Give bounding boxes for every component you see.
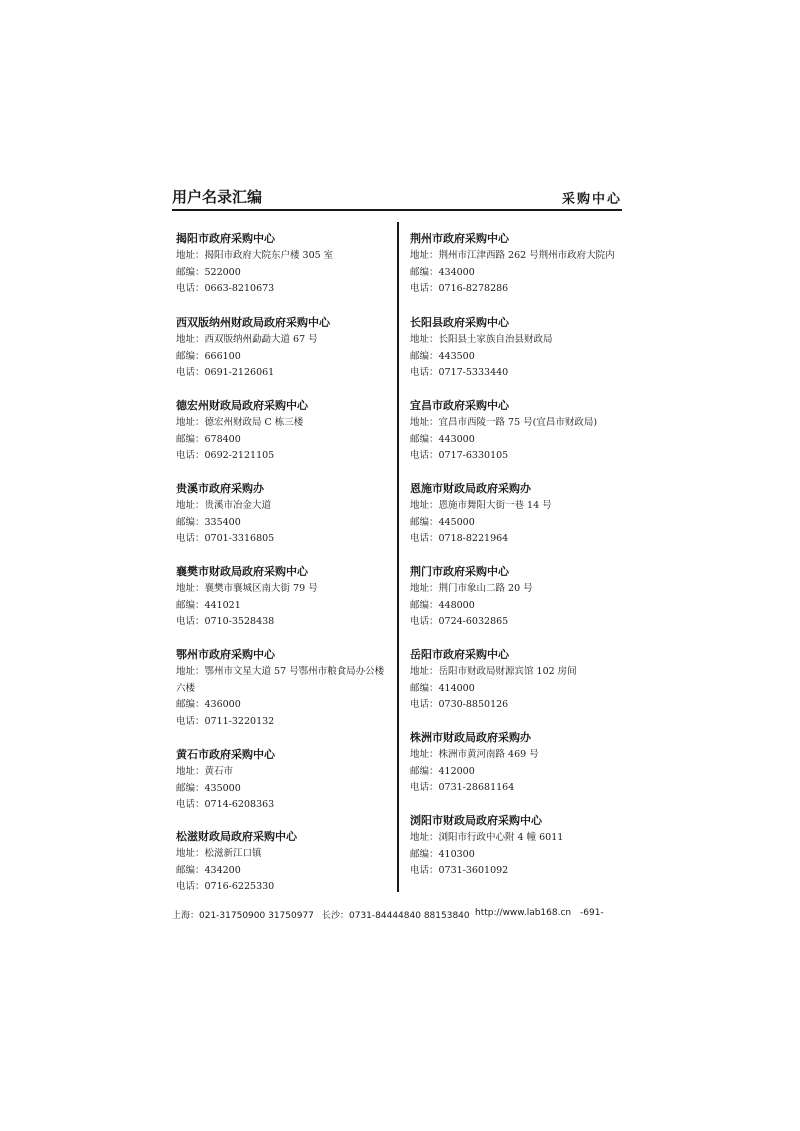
entry-postcode: 邮编：435000 xyxy=(176,782,241,794)
entry-address: 地址：荆州市江津西路 262 号荆州市政府大院内 xyxy=(410,250,615,261)
entry-postcode: 邮编：410300 xyxy=(410,848,475,860)
entry-name: 宜昌市政府采购中心 xyxy=(410,399,509,412)
directory-entry xyxy=(410,814,625,880)
entry-name: 黄石市政府采购中心 xyxy=(176,748,275,761)
directory-entry xyxy=(410,316,625,382)
directory-entry xyxy=(410,648,625,714)
entry-postcode: 邮编：443500 xyxy=(410,350,475,362)
column-divider xyxy=(397,222,399,892)
entry-name: 浏阳市财政局政府采购中心 xyxy=(410,814,542,827)
entry-phone: 电话：0692-2121105 xyxy=(176,450,275,462)
entry-address: 地址：岳阳市财政局财源宾馆 102 房间 xyxy=(410,666,577,677)
entry-phone: 电话：0730-8850126 xyxy=(410,699,509,711)
entry-name: 株洲市财政局政府采购办 xyxy=(410,731,531,744)
directory-entry xyxy=(176,482,391,548)
footer-website-link[interactable]: http://www.lab168.cn xyxy=(475,908,572,918)
entry-phone: 电话：0717-5333440 xyxy=(410,367,509,379)
directory-entry xyxy=(410,565,625,631)
directory-entry xyxy=(176,399,391,465)
entry-address: 地址：西双版纳州勐勐大道 67 号 xyxy=(176,334,318,345)
entry-address: 地址：揭阳市政府大院东户楼 305 室 xyxy=(176,250,334,261)
entry-phone: 电话：0731-28681164 xyxy=(410,782,515,794)
entry-postcode: 邮编：445000 xyxy=(410,516,475,528)
entry-phone: 电话：0711-3220132 xyxy=(176,715,275,727)
directory-entry xyxy=(176,316,391,382)
page-number: -691- xyxy=(580,908,604,918)
directory-entry xyxy=(410,232,625,298)
entry-phone: 电话：0701-3316805 xyxy=(176,533,275,545)
entry-address: 地址：浏阳市行政中心附 4 幢 6011 xyxy=(410,832,564,843)
entry-postcode: 邮编：335400 xyxy=(176,516,241,528)
entry-phone: 电话：0663-8210673 xyxy=(176,283,275,295)
entry-phone: 电话：0714-6208363 xyxy=(176,799,275,811)
entry-postcode: 邮编：443000 xyxy=(410,433,475,445)
entry-postcode: 邮编：412000 xyxy=(410,765,475,777)
entry-phone: 电话：0717-6330105 xyxy=(410,450,509,462)
entry-phone: 电话：0691-2126061 xyxy=(176,367,275,379)
entry-address: 地址：株洲市黄河南路 469 号 xyxy=(410,749,539,760)
entry-address: 地址：松滋新江口镇 xyxy=(176,848,262,859)
directory-entry xyxy=(176,830,391,896)
entry-name: 长阳县政府采购中心 xyxy=(410,316,509,329)
entry-name: 恩施市财政局政府采购办 xyxy=(410,482,531,495)
entry-postcode: 邮编：678400 xyxy=(176,433,241,445)
entry-address: 地址：黄石市 xyxy=(176,766,234,777)
header-title: 用户名录汇编 xyxy=(172,188,263,206)
entry-phone: 电话：0724-6032865 xyxy=(410,616,509,628)
entry-name: 德宏州财政局政府采购中心 xyxy=(176,399,308,412)
entry-postcode: 邮编：441021 xyxy=(176,599,241,611)
footer-shanghai-phone: 上海：021-31750900 31750977 xyxy=(172,911,314,921)
entry-name: 贵溪市政府采购办 xyxy=(176,482,264,495)
directory-entry xyxy=(176,648,391,730)
entry-address: 地址：襄樊市襄城区南大街 79 号 xyxy=(176,583,318,594)
entry-name: 荆州市政府采购中心 xyxy=(410,232,509,245)
entry-address: 地址：宜昌市西陵一路 75 号(宜昌市财政局) xyxy=(410,417,598,428)
entry-name: 西双版纳州财政局政府采购中心 xyxy=(176,316,330,329)
entry-name: 鄂州市政府采购中心 xyxy=(176,648,275,661)
entry-postcode: 邮编：436000 xyxy=(176,699,241,711)
entry-postcode: 邮编：666100 xyxy=(176,350,241,362)
entry-postcode: 邮编：414000 xyxy=(410,682,475,694)
entry-postcode: 邮编：448000 xyxy=(410,599,475,611)
directory-entry xyxy=(176,232,391,298)
entry-phone: 电话：0731-3601092 xyxy=(410,865,509,877)
entry-phone: 电话：0718-8221964 xyxy=(410,533,509,545)
entry-phone: 电话：0716-6225330 xyxy=(176,881,275,893)
page-footer xyxy=(172,908,622,922)
footer-changsha-phone: 长沙：0731-84444840 88153840 xyxy=(322,911,470,921)
entry-name: 荆门市政府采购中心 xyxy=(410,565,509,578)
directory-entry xyxy=(410,482,625,548)
entry-address: 地址：贵溪市冶金大道 xyxy=(176,500,272,511)
entry-address: 地址：长阳县土家族自治县财政局 xyxy=(410,334,553,345)
directory-entry xyxy=(410,399,625,465)
entry-postcode: 邮编：434200 xyxy=(176,864,241,876)
entry-name: 襄樊市财政局政府采购中心 xyxy=(176,565,308,578)
entry-name: 松滋财政局政府采购中心 xyxy=(176,830,297,843)
entry-phone: 电话：0716-8278286 xyxy=(410,283,509,295)
entry-postcode: 邮编：434000 xyxy=(410,266,475,278)
entry-phone: 电话：0710-3528438 xyxy=(176,616,275,628)
directory-entry xyxy=(176,748,391,814)
entry-name: 揭阳市政府采购中心 xyxy=(176,232,275,245)
entry-address: 地址：德宏州财政局 C 栋三楼 xyxy=(176,417,304,428)
entry-name: 岳阳市政府采购中心 xyxy=(410,648,509,661)
entry-postcode: 邮编：522000 xyxy=(176,266,241,278)
entry-address: 地址：鄂州市文星大道 57 号鄂州市粮食局办公楼六楼 xyxy=(176,666,385,694)
entry-address: 地址：荆门市象山二路 20 号 xyxy=(410,583,533,594)
directory-entry xyxy=(410,731,625,797)
header-section: 采购中心 xyxy=(561,192,622,207)
directory-entry xyxy=(176,565,391,631)
entry-address: 地址：恩施市舞阳大街一巷 14 号 xyxy=(410,500,552,511)
header-rule xyxy=(172,209,622,211)
page-header xyxy=(172,186,622,208)
